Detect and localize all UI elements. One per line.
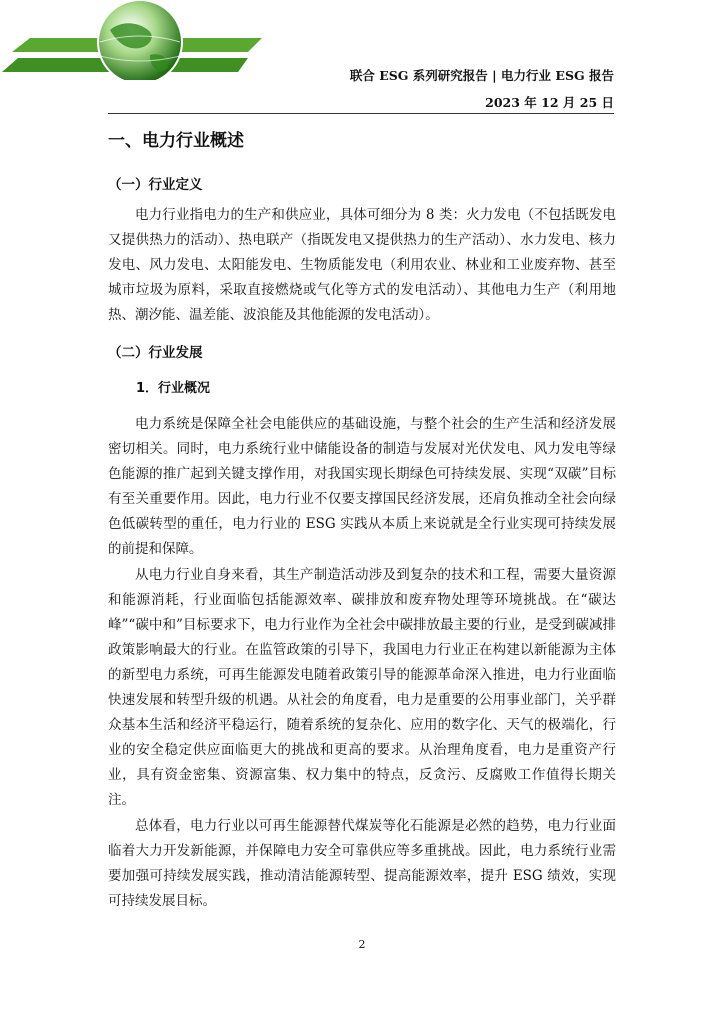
overview-paragraph: 从电力行业自身来看，其生产制造活动涉及到复杂的技术和工程，需要大量资源和能源消耗，行业面临包括能源效率、碳排放和废弃物处理等环境挑战。在“碳达峰”“碳中和”目标要求下，电力行业作为全社会中碳排放最主要的行业，是受到碳减排政策影响最大的行业。在监管政策的引导下，我国电力行业正在构建以新能源为主体的新型电力系统，可再生能源发电随着政策引导的能源革命深入推进，电力行业面临快速发展和转型升级的机遇。从社会的角度看，电力是重要的公用事业部门，关乎群众基本生活和经济平稳运行，随着系统的复杂化、应用的数字化、天气的极端化，行业的安全稳定供应面临更大的挑战和更高的要求。从治理角度看，电力是重资产行业，具有资金密集、资源富集、权力集中的特点，反贪污、反腐败工作值得长期关注。: [108, 567, 616, 808]
overview-paragraph: 总体看，电力行业以可再生能源替代煤炭等化石能源是必然的趋势，电力行业面临着大力开发新能源，并保障电力安全可靠供应等多重挑战。因此，电力系统行业需要加强可持续发展实践，推动清洁能源转型、提高能源效率，提升 ESG 绩效，实现可持续发展目标。: [108, 818, 616, 909]
subsection-heading-definition: （一）行业定义: [108, 177, 203, 193]
page-content: [108, 126, 616, 915]
subsection-heading-development: （二）行业发展: [108, 345, 203, 361]
item-heading-overview: 1．行业概况: [136, 381, 211, 396]
definition-paragraph: 电力行业指电力的生产和供应业，具体可细分为 8 类：火力发电（不包括既发电又提供热力的活动）、热电联产（指既发电又提供热力的生产活动）、水力发电、核力发电、风力发电、太阳能发电、生物质能发电（利用农业、林业和工业废弃物、甚至城市垃圾为原料，采取直接燃烧或气化等方式的发电活动）、其他电力生产（利用地热、潮汐能、温差能、波浪能及其他能源的发电活动）。: [108, 207, 616, 323]
page-number: 2: [358, 938, 366, 951]
report-date: 2023 年 12 月 25 日: [485, 95, 614, 110]
overview-paragraph: 电力系统是保障全社会电能供应的基础设施，与整个社会的生产生活和经济发展密切相关。同时，电力系统行业中储能设备的制造与发展对光伏发电、风力发电等绿色能源的推广起到关键支撑作用，对我国实现长期绿色可持续发展、实现“双碳”目标有至关重要作用。因此，电力行业不仅要支撑国民经济发展，还肩负推动全社会向绿色低碳转型的重任，电力行业的 ESG 实践从本质上来说就是全行业实现可持续发展的前提和保障。: [108, 416, 616, 557]
report-series-title: 联合 ESG 系列研究报告 | 电力行业 ESG 报告: [349, 68, 614, 83]
section-heading: 一、电力行业概述: [108, 131, 244, 151]
header-divider: [108, 113, 614, 114]
globe-logo-icon: [0, 0, 300, 80]
